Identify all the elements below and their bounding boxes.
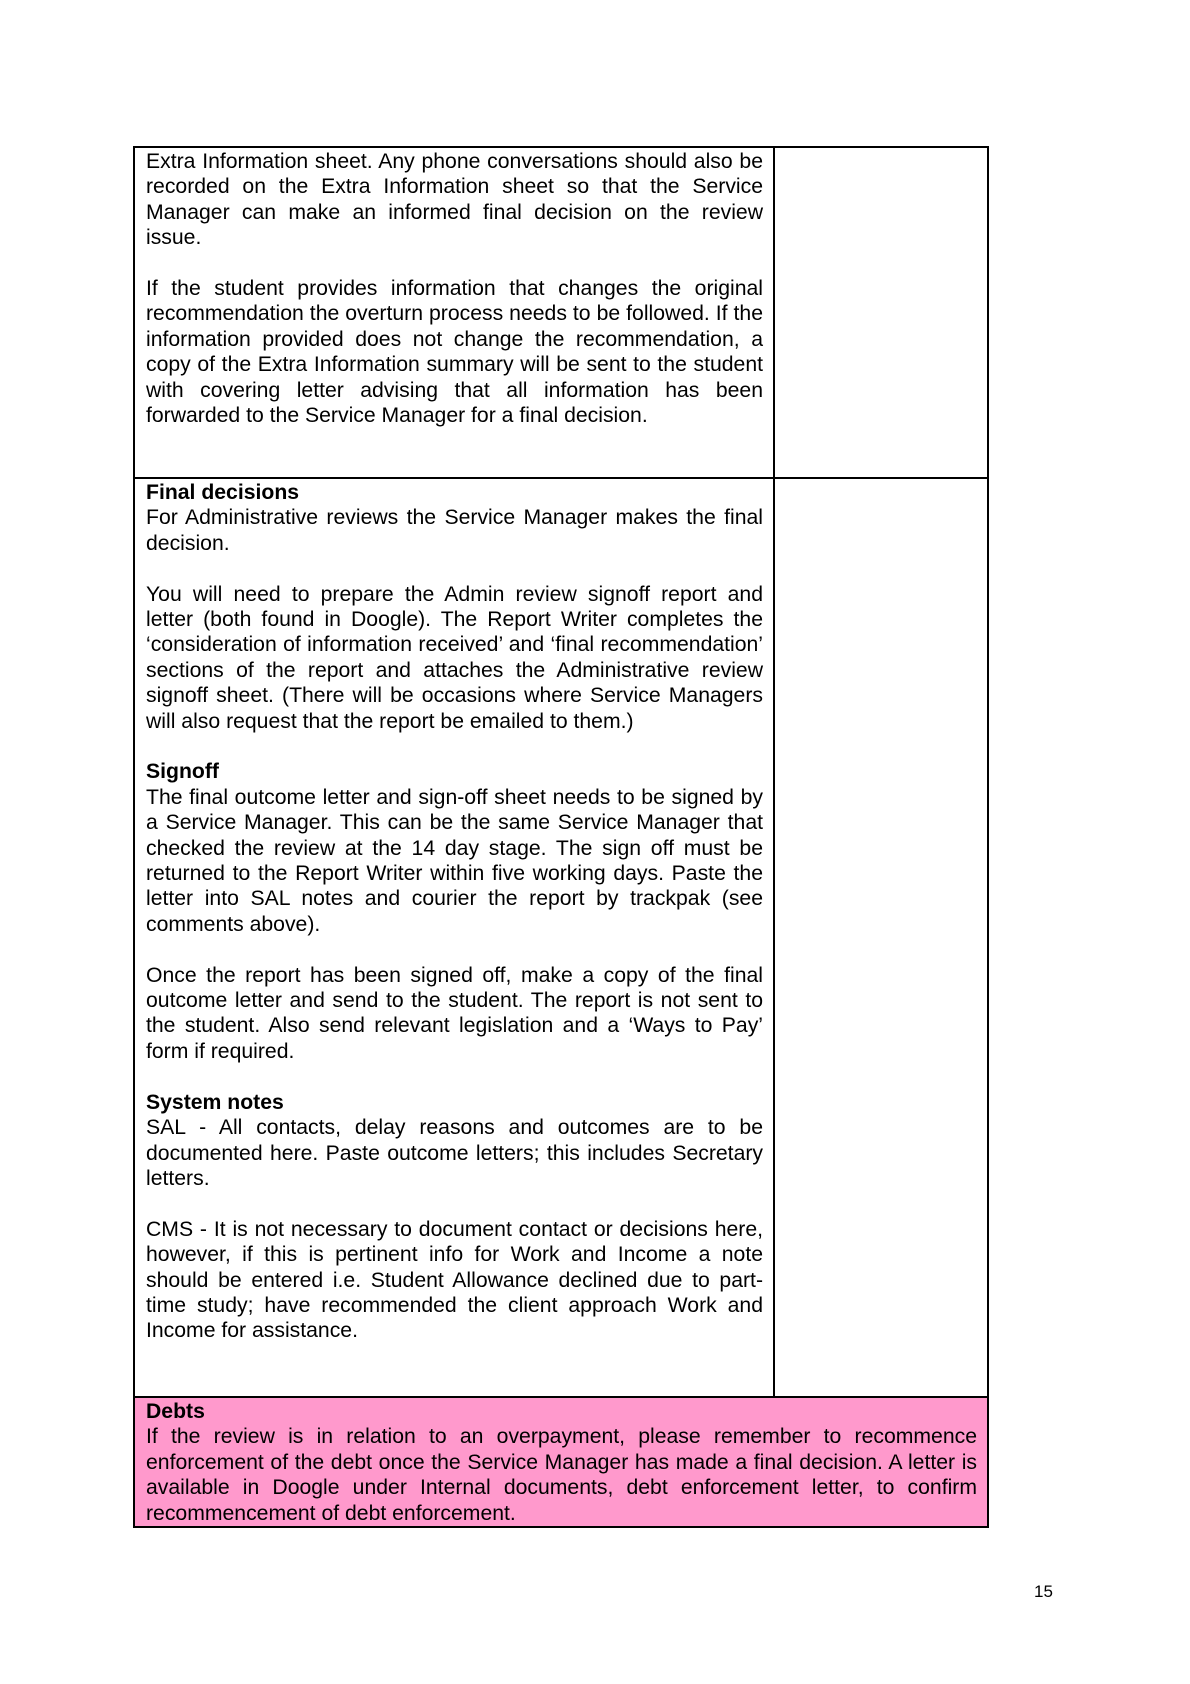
page-number: 15: [1034, 1582, 1053, 1601]
procedure-table: [133, 146, 989, 1528]
section-heading-final-decisions: Final decisions: [146, 481, 300, 504]
section-heading-debts: Debts: [146, 1400, 205, 1423]
paragraph: The final outcome letter and sign-off sheet needs to be signed by a Service Manager. This can be the same Service Manager that checked the review at the 14 day stage. The sign off must be returned to the Report Writer within five working days. Paste the letter into SAL notes and courier the report by trackpak (see comments above).: [146, 785, 763, 936]
paragraph: You will need to prepare the Admin review signoff report and letter (both found in Doogle). The Report Writer completes the ‘consideration of information received’ and ‘final recommendation’ sections of the report and attaches the Administrative review signoff sheet. (There will be occasions where Service Managers will also request that the report be emailed to them.): [146, 582, 763, 733]
section-heading-system-notes: System notes: [146, 1090, 284, 1114]
paragraph: SAL - All contacts, delay reasons and outcomes are to be documented here. Paste outcome letters; this includes Secretary letters.: [146, 1116, 763, 1190]
notes-cell: [774, 147, 988, 478]
content-cell: [134, 147, 774, 478]
paragraph: CMS - It is not necessary to document contact or decisions here, however, if this is pertinent info for Work and Income a note should be entered i.e. Student Allowance declined due to part-time study; have recommended the client approach Work and Income for assistance.: [146, 1217, 763, 1343]
paragraph: If the review is in relation to an overpayment, please remember to recommence enforcement of the debt once the Service Manager has made a final decision. A letter is available in Doogle under Internal documents, debt enforcement letter, to confirm recommencement of debt enforcement.: [146, 1425, 977, 1525]
paragraph: If the student provides information that changes the original recommendation the overturn process needs to be followed. If the information provided does not change the recommendation, a copy of the Extra Information summary will be sent to the student with covering letter advising that all information has been forwarded to the Service Manager for a final decision.: [146, 277, 763, 428]
section-heading-signoff: Signoff: [146, 760, 219, 784]
paragraph: For Administrative reviews the Service Manager makes the final decision.: [146, 506, 763, 555]
notes-cell: [774, 478, 988, 1397]
paragraph: Once the report has been signed off, make a copy of the final outcome letter and send to the student. The report is not sent to the student. Also send relevant legislation and a ‘Ways to Pay’ form if required.: [146, 963, 763, 1063]
debts-row: [134, 1397, 988, 1527]
table-row: [134, 478, 988, 1397]
content-cell: [134, 478, 774, 1397]
paragraph: Extra Information sheet. Any phone conversations should also be recorded on the Extra Information sheet so that the Service Manager can make an informed final decision on the review issue.: [146, 150, 763, 250]
debts-cell: [134, 1397, 988, 1527]
table-row: [134, 147, 988, 478]
